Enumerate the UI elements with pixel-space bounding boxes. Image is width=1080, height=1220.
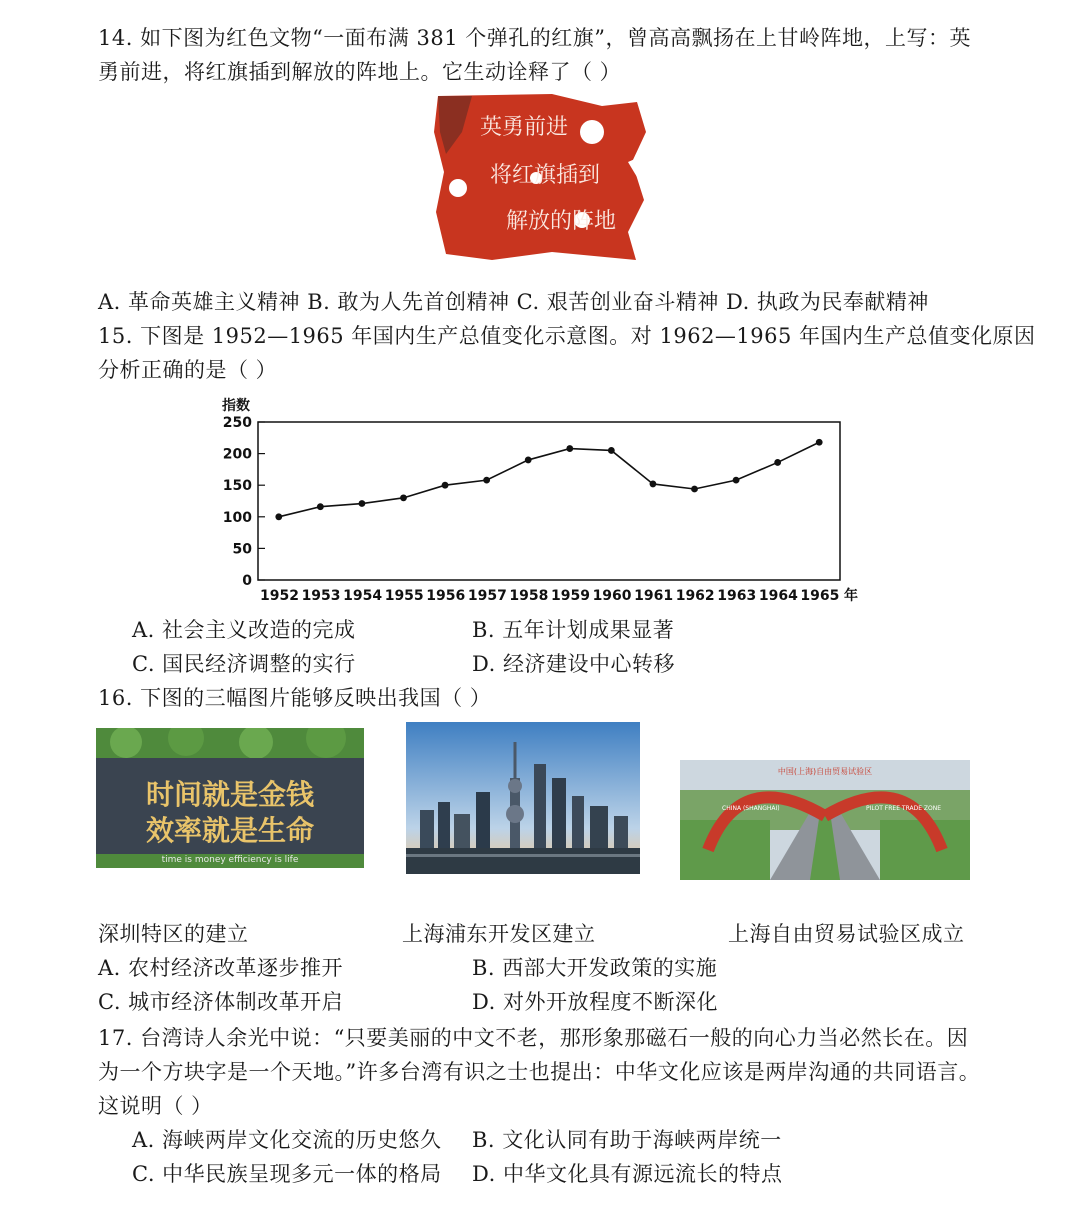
q16-caption-3: 上海自由贸易试验区成立 [728, 922, 965, 946]
red-flag-graphic [432, 92, 650, 264]
q15-stem-line2: 分析正确的是（ ） [98, 358, 278, 382]
data-point-1961 [650, 481, 657, 488]
q17-option-d: D. 中华文化具有源远流长的特点 [472, 1162, 783, 1186]
x-tick-label: 1957 [467, 588, 507, 604]
photo1-slogan-1: 时间就是金钱 [145, 778, 315, 811]
q16-option-c: C. 城市经济体制改革开启 [98, 990, 344, 1014]
q17-option-b: B. 文化认同有助于海峡两岸统一 [472, 1128, 782, 1152]
q15-option-c: C. 国民经济调整的实行 [132, 652, 356, 676]
y-tick-label: 150 [222, 478, 252, 495]
gdp-line-chart [210, 392, 880, 610]
data-point-1962 [691, 486, 698, 493]
y-tick-label: 200 [222, 446, 252, 463]
q14-stem-line1: 14. 如下图为红色文物“一面布满 381 个弹孔的红旗”，曾高高飘扬在上甘岭阵地，上写：英 [98, 26, 971, 50]
q16-option-d: D. 对外开放程度不断深化 [472, 990, 718, 1014]
q16-option-b: B. 西部大开发政策的实施 [472, 956, 718, 980]
data-point-1957 [483, 477, 490, 484]
flag-text-2: 将红旗插到 [490, 163, 601, 188]
x-tick-label: 1962 [675, 588, 715, 604]
shanghai-ftz-photo [680, 760, 970, 880]
x-tick-label: 1960 [592, 588, 632, 604]
x-tick-label: 1961 [634, 588, 674, 604]
data-point-1959 [566, 445, 573, 452]
x-tick-label: 1953 [301, 588, 341, 604]
data-point-1952 [275, 513, 282, 520]
q16-caption-1: 深圳特区的建立 [98, 922, 249, 946]
ftz-arch-right: PILOT FREE TRADE ZONE [866, 805, 942, 812]
ftz-arch-title: 中国(上海)自由贸易试验区 [777, 767, 873, 776]
photo1-english: time is money efficiency is life [161, 855, 299, 865]
shenzhen-slogan-photo [96, 728, 364, 868]
data-point-1963 [733, 477, 740, 484]
flag-text-1: 英勇前进 [480, 115, 569, 140]
red-flag-photo [432, 92, 650, 264]
data-point-1954 [359, 500, 366, 507]
q15-option-b: B. 五年计划成果显著 [472, 618, 675, 642]
q17-stem-line3: 这说明（ ） [98, 1094, 213, 1118]
data-point-1960 [608, 447, 615, 454]
chart-xlabel: 年 [844, 588, 858, 604]
q16-option-a: A. 农村经济改革逐步推开 [98, 956, 344, 980]
x-tick-label: 1952 [260, 588, 299, 604]
chart-frame [258, 422, 840, 580]
flag-text-3: 解放的阵地 [506, 209, 617, 234]
chart-ylabel: 指数 [222, 398, 250, 414]
x-tick-label: 1965 [800, 588, 840, 604]
q17-stem-line2: 为一个方块字是一个天地。”许多台湾有识之士也提出：中华文化应该是两岸沟通的共同语言。 [98, 1060, 981, 1084]
y-tick-label: 100 [222, 509, 252, 526]
data-point-1958 [525, 457, 532, 464]
y-tick-label: 250 [222, 415, 252, 431]
data-point-1965 [816, 439, 823, 446]
data-point-1956 [442, 482, 449, 489]
x-tick-label: 1959 [551, 588, 590, 604]
data-point-1955 [400, 494, 407, 501]
q17-stem-line1: 17. 台湾诗人余光中说：“只要美丽的中文不老，那形象那磁石一般的向心力当必然长在。因 [98, 1026, 969, 1050]
x-tick-label: 1954 [343, 588, 383, 604]
q15-stem-line1: 15. 下图是 1952—1965 年国内生产总值变化示意图。对 1962—1965 年国内生产总值变化原因 [98, 324, 1036, 348]
y-tick-label: 0 [242, 573, 252, 589]
q15-option-d: D. 经济建设中心转移 [472, 652, 675, 676]
data-point-1953 [317, 503, 324, 510]
pudong-skyline-photo [406, 722, 640, 874]
x-tick-label: 1958 [509, 588, 549, 604]
q17-option-c: C. 中华民族呈现多元一体的格局 [132, 1162, 442, 1186]
q16-caption-2: 上海浦东开发区建立 [402, 922, 596, 946]
x-tick-label: 1955 [384, 588, 424, 604]
photo1-slogan-2: 效率就是生命 [145, 814, 315, 847]
q14-options: A. 革命英雄主义精神 B. 敢为人先首创精神 C. 艰苦创业奋斗精神 D. 执政为民奉献精神 [98, 290, 929, 314]
x-tick-label: 1964 [758, 588, 798, 604]
x-tick-label: 1963 [717, 588, 757, 604]
q16-stem: 16. 下图的三幅图片能够反映出我国（ ） [98, 686, 492, 710]
y-tick-label: 50 [232, 541, 252, 558]
q14-stem-line2: 勇前进，将红旗插到解放的阵地上。它生动诠释了（ ） [98, 60, 622, 84]
data-point-1964 [774, 459, 781, 466]
q17-option-a: A. 海峡两岸文化交流的历史悠久 [132, 1128, 442, 1152]
ftz-arch-left: CHINA (SHANGHAI) [722, 805, 780, 812]
x-tick-label: 1956 [426, 588, 466, 604]
q15-option-a: A. 社会主义改造的完成 [132, 618, 356, 642]
